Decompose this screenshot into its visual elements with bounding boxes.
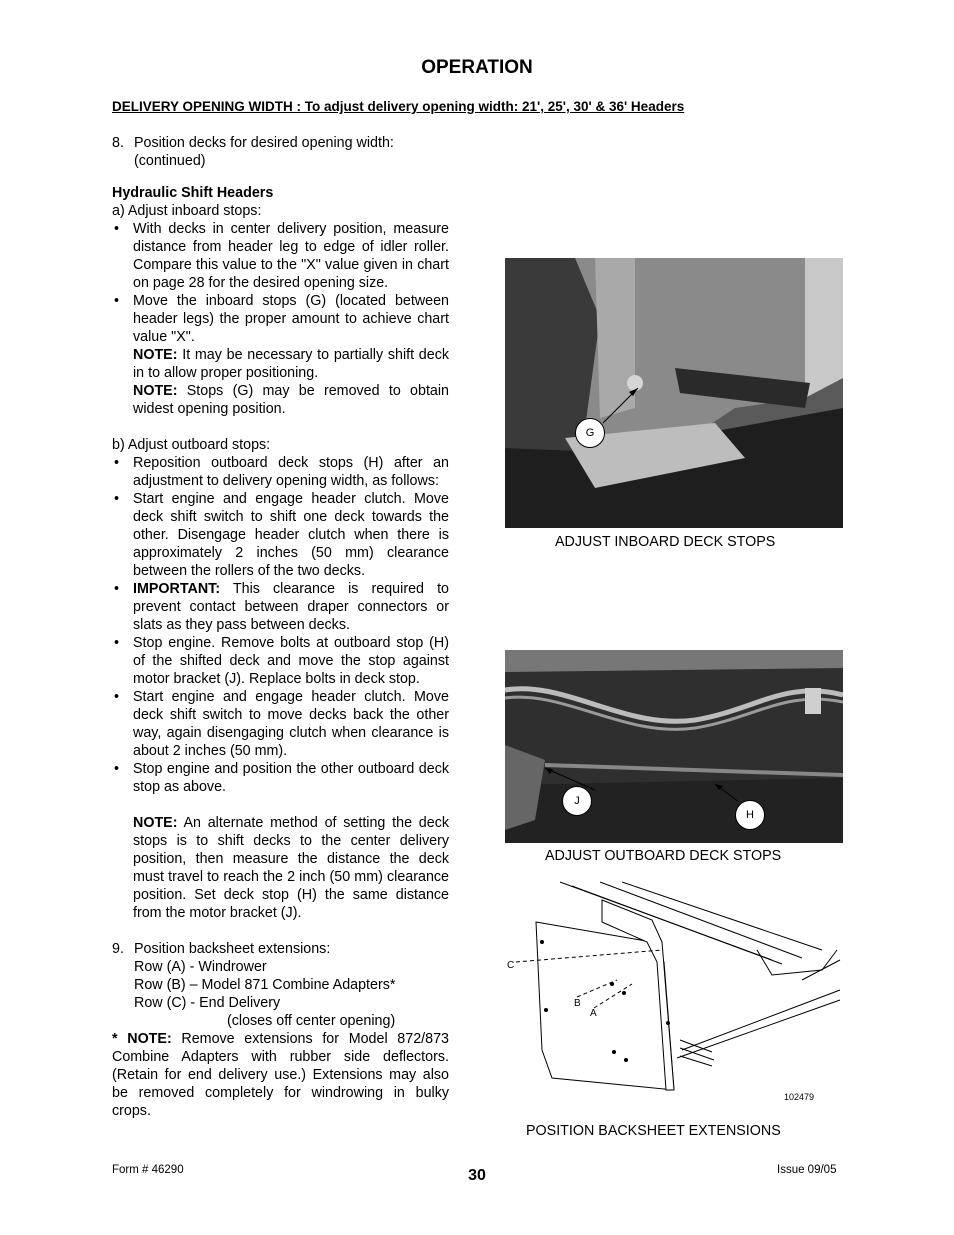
list-item: • Stop engine. Remove bolts at outboard stop (H) of the shifted deck and move the stop against motor bracket (J). Replace bolts in deck stop. [114, 635, 449, 687]
list-item: • With decks in center delivery position, measure distance from header leg to edge of idler roller. Compare this value to the "X" value given in chart on page 28 for the desired opening size. [114, 221, 449, 291]
issue-date: Issue 09/05 [777, 1164, 837, 1176]
note: * NOTE: Remove extensions for Model 872/873 Combine Adapters with rubber side deflectors. (Retain for end delivery use.) Extensions may also be removed completely for windrowing in bulky crops. [112, 1031, 449, 1119]
figure-caption: ADJUST INBOARD DECK STOPS [555, 534, 776, 550]
row-option: Row (A) - Windrower [134, 959, 267, 975]
page-title: OPERATION [421, 57, 533, 78]
bullet-icon: • [114, 221, 120, 237]
label-b: B [574, 998, 581, 1009]
diagram-drawing [502, 880, 842, 1110]
page-number: 30 [468, 1167, 486, 1184]
row-option: Row (B) – Model 871 Combine Adapters* [134, 977, 396, 993]
list-item: • Reposition outboard deck stops (H) after an adjustment to delivery opening width, as follows: [114, 455, 449, 489]
instructions-column [112, 134, 449, 1120]
section-heading: Hydraulic Shift Headers [112, 185, 274, 201]
callout-h: H [735, 800, 765, 830]
figure-caption: POSITION BACKSHEET EXTENSIONS [526, 1123, 781, 1139]
step-number: 9. [112, 941, 124, 957]
note: NOTE: It may be necessary to partially shift deck in to allow proper positioning. [133, 347, 449, 381]
step-text: Position backsheet extensions: [134, 941, 331, 957]
bullet-icon: • [114, 689, 120, 705]
backsheet-extensions-diagram [502, 880, 842, 1110]
outboard-bullets [112, 454, 449, 796]
bullet-icon: • [114, 455, 120, 471]
step-text: Position decks for desired opening width: [134, 135, 394, 151]
step-8 [112, 134, 449, 170]
bullet-icon: • [114, 293, 120, 309]
bullet-icon: • [114, 491, 120, 507]
step-text: (continued) [134, 153, 206, 169]
note: NOTE: Stops (G) may be removed to obtain widest opening position. [133, 383, 449, 417]
sub-heading: a) Adjust inboard stops: [112, 203, 262, 219]
figure-caption: ADJUST OUTBOARD DECK STOPS [545, 848, 782, 864]
step-9 [112, 940, 449, 1030]
bullet-icon: • [114, 581, 120, 597]
note: NOTE: An alternate method of setting the deck stops is to shift decks to the center delivery position, then measure the distance the deck must travel to reach the 2 inch (50 mm) clearance position. Set deck stop (H) the same distance from the motor bracket (J). [133, 815, 449, 921]
section-subtitle: DELIVERY OPENING WIDTH : To adjust delivery opening width: 21', 25', 30' & 36' Headers [112, 99, 685, 114]
drawing-number: 102479 [784, 1092, 815, 1102]
inboard-bullets [112, 220, 449, 346]
label-a: A [590, 1008, 597, 1019]
photo-drawing [505, 258, 843, 528]
callout-g: G [575, 418, 605, 448]
row-option-note: (closes off center opening) [227, 1013, 396, 1029]
bullet-icon: • [114, 635, 120, 651]
bullet-icon: • [114, 761, 120, 777]
step-number: 8. [112, 135, 124, 151]
list-item: • Start engine and engage header clutch. Move deck shift switch to move decks back the other way, again disengaging clutch when clearance is about 2 inches (50 mm). [114, 689, 449, 759]
form-number: Form # 46290 [112, 1164, 184, 1176]
inboard-deck-stops-photo [505, 258, 843, 528]
list-item: • Stop engine and position the other outboard deck stop as above. [114, 761, 449, 795]
row-option: Row (C) - End Delivery [134, 995, 281, 1011]
list-item: • Start engine and engage header clutch. Move deck shift switch to shift one deck towards the other. Disengage header clutch when there is approximately 2 inches (50 mm) clearance between the rollers of the two decks. [114, 491, 449, 579]
outboard-deck-stops-photo [505, 650, 843, 843]
label-c: C [507, 960, 515, 971]
photo-drawing [505, 650, 843, 843]
sub-heading: b) Adjust outboard stops: [112, 437, 271, 453]
callout-j: J [562, 786, 592, 816]
list-item: • Move the inboard stops (G) (located between header legs) the proper amount to achieve chart value "X". [114, 293, 449, 345]
list-item: • IMPORTANT: This clearance is required to prevent contact between draper connectors or slats as they pass between decks. [114, 581, 449, 633]
